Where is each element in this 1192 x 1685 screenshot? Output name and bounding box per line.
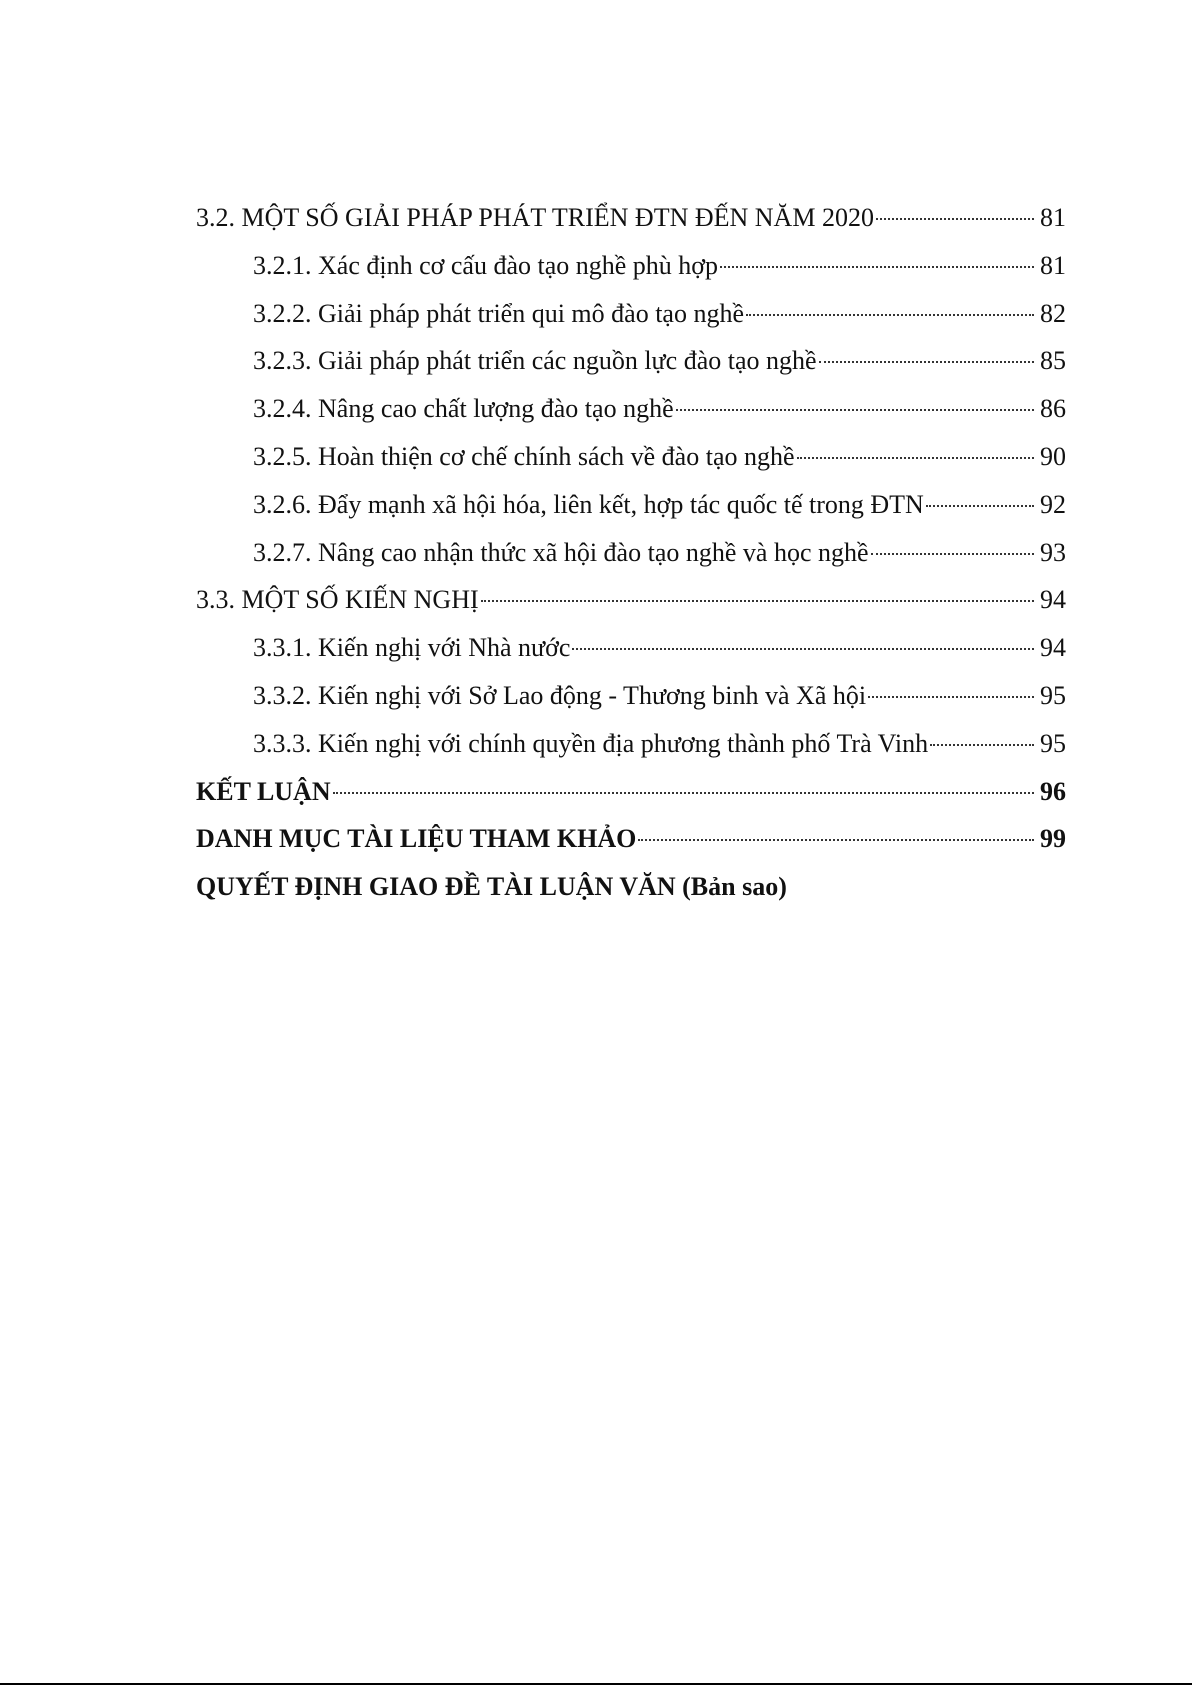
toc-entry-page: 93 xyxy=(1040,537,1066,567)
toc-entry[interactable] xyxy=(196,768,1066,816)
toc-entry-title: DANH MỤC TÀI LIỆU THAM KHẢO xyxy=(196,824,637,854)
toc-dot-leader xyxy=(720,266,1034,268)
toc-entry[interactable] xyxy=(196,529,1066,577)
toc-entry[interactable] xyxy=(196,242,1066,290)
toc-entry-page: 90 xyxy=(1040,441,1066,471)
toc-entry-page: 95 xyxy=(1040,680,1066,710)
toc-entry[interactable] xyxy=(196,337,1066,385)
toc-entry-title: KẾT LUẬN xyxy=(196,776,331,806)
toc-entry-title: 3.2.1. Xác định cơ cấu đào tạo nghề phù hợp xyxy=(253,250,719,280)
toc-dot-leader xyxy=(871,553,1034,555)
toc-entry-title: 3.2.5. Hoàn thiện cơ chế chính sách về đào tạo nghề xyxy=(253,441,795,471)
toc-entry-page: 85 xyxy=(1040,346,1066,376)
toc-entry-title: 3.2.7. Nâng cao nhận thức xã hội đào tạo nghề và học nghề xyxy=(253,537,869,567)
toc-dot-leader xyxy=(868,696,1034,698)
toc-entry-title: 3.2.6. Đẩy mạnh xã hội hóa, liên kết, hợp tác quốc tế trong ĐTN xyxy=(253,489,924,519)
toc-entry[interactable] xyxy=(196,385,1066,433)
toc-entry[interactable] xyxy=(196,624,1066,672)
toc-entry[interactable] xyxy=(196,290,1066,338)
toc-entry-title: 3.2.4. Nâng cao chất lượng đào tạo nghề xyxy=(253,394,674,424)
toc-entry-title: 3.3. MỘT SỐ KIẾN NGHỊ xyxy=(196,585,479,615)
toc-entry-page: 81 xyxy=(1040,203,1066,232)
toc-dot-leader xyxy=(797,457,1034,459)
toc-entry[interactable] xyxy=(196,863,1066,911)
toc-entry[interactable] xyxy=(196,720,1066,768)
toc-dot-leader xyxy=(930,744,1034,746)
toc-entry-title: 3.3.1. Kiến nghị với Nhà nước xyxy=(253,633,571,663)
toc-entry-title: 3.2.2. Giải pháp phát triển qui mô đào tạo nghề xyxy=(253,298,745,328)
toc-entry[interactable] xyxy=(196,576,1066,624)
toc-dot-leader xyxy=(876,218,1034,220)
toc-entry[interactable] xyxy=(196,194,1066,242)
toc-entry-page: 94 xyxy=(1040,633,1066,663)
toc-entry[interactable] xyxy=(196,481,1066,529)
toc-dot-leader xyxy=(676,409,1034,411)
toc-entry-page: 99 xyxy=(1040,824,1066,854)
toc-entry-page: 81 xyxy=(1040,250,1066,280)
toc-entry-title: 3.3.3. Kiến nghị với chính quyền địa phương thành phố Trà Vinh xyxy=(253,728,929,758)
toc-entry[interactable] xyxy=(196,815,1066,863)
toc-entry-title: QUYẾT ĐỊNH GIAO ĐỀ TÀI LUẬN VĂN (Bản sao) xyxy=(196,872,787,902)
toc-dot-leader xyxy=(638,839,1034,841)
toc-dot-leader xyxy=(333,792,1034,794)
toc-entry-page: 82 xyxy=(1040,298,1066,328)
toc-entry-page: 95 xyxy=(1040,728,1066,758)
table-of-contents xyxy=(196,194,1066,911)
toc-entry-title: 3.3.2. Kiến nghị với Sở Lao động - Thương binh và Xã hội xyxy=(253,680,867,710)
toc-entry-page: 96 xyxy=(1040,776,1066,806)
toc-dot-leader xyxy=(926,505,1034,507)
toc-dot-leader xyxy=(481,600,1034,602)
toc-entry-page: 94 xyxy=(1040,585,1066,615)
toc-entry[interactable] xyxy=(196,672,1066,720)
toc-dot-leader xyxy=(572,648,1034,650)
toc-dot-leader xyxy=(819,361,1034,363)
toc-entry[interactable] xyxy=(196,433,1066,481)
toc-entry-page: 86 xyxy=(1040,394,1066,424)
toc-dot-leader xyxy=(746,314,1034,316)
toc-entry-title: 3.2. MỘT SỐ GIẢI PHÁP PHÁT TRIỂN ĐTN ĐẾN NĂM 2020 xyxy=(196,203,874,232)
toc-entry-page: 92 xyxy=(1040,489,1066,519)
toc-entry-title: 3.2.3. Giải pháp phát triển các nguồn lực đào tạo nghề xyxy=(253,346,817,376)
